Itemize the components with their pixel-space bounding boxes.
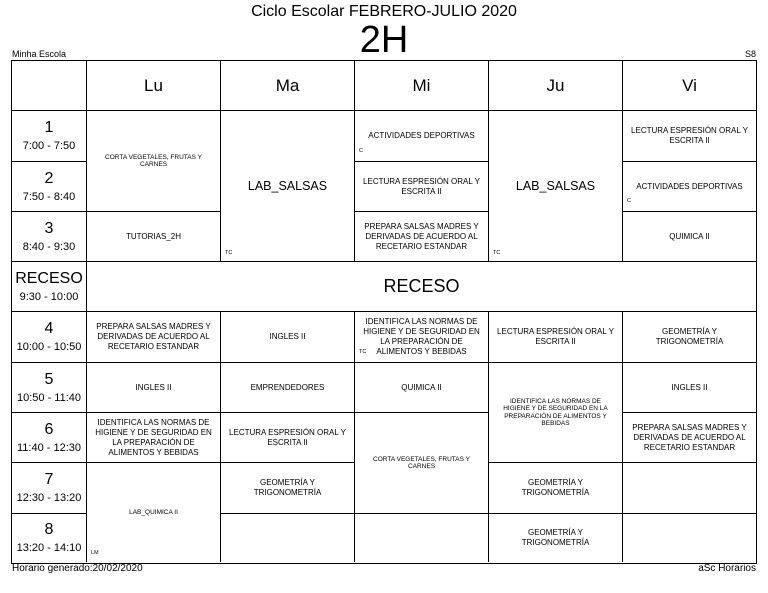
generated-date: Horario generado:20/02/2020 — [12, 563, 143, 574]
room-code: C — [359, 148, 363, 154]
recess-label — [12, 262, 87, 312]
period-label — [12, 363, 87, 413]
lesson-cell — [623, 162, 756, 212]
day-header-lu: Lu — [87, 61, 221, 111]
lesson-cell — [355, 111, 489, 162]
recess-banner: RECESO — [87, 262, 756, 312]
lesson-cell: PREPARA SALSAS MADRES Y DERIVADAS DE ACUERDO AL RECETARIO ESTANDAR — [87, 312, 221, 363]
page-code: S8 — [744, 49, 756, 59]
timetable-grid — [11, 60, 757, 564]
lesson-cell: GEOMETRÍA Y TRIGONOMETRÍA — [489, 463, 623, 514]
day-header-mi: Mi — [355, 61, 489, 111]
lesson-cell: QUIMICA II — [355, 363, 489, 413]
lesson-cell: IDENTIFICA LAS NORMAS DE HIGIENE Y DE SEGURIDAD EN LA PREPARACIÓN DE ALIMENTOS Y BEBIDAS — [489, 363, 623, 463]
period-number: RECESO — [15, 269, 83, 287]
room-code: TC — [225, 250, 233, 256]
period-number: 2 — [44, 169, 54, 187]
lesson-subject: IDENTIFICA LAS NORMAS DE HIGIENE Y DE SEGURIDAD EN LA PREPARACIÓN DE ALIMENTOS Y BEBIDAS — [363, 317, 480, 356]
day-header-ma: Ma — [221, 61, 355, 111]
period-time: 7:50 - 8:40 — [22, 190, 76, 203]
empty-cell — [623, 463, 756, 514]
day-header-ju: Ju — [489, 61, 623, 111]
lesson-cell: CORTA VEGETALES, FRUTAS Y CARNES — [355, 413, 489, 514]
lesson-cell: LECTURA ESPRESIÓN ORAL Y ESCRITA II — [623, 111, 756, 162]
lesson-subject: LAB_QUIMICA II — [129, 508, 178, 516]
schedule-title: Ciclo Escolar FEBRERO-JULIO 2020 — [251, 3, 517, 20]
period-number: 3 — [44, 219, 54, 237]
lesson-cell: GEOMETRÍA Y TRIGONOMETRÍA — [489, 514, 623, 562]
period-label — [12, 162, 87, 212]
period-time: 12:30 - 13:20 — [16, 492, 82, 504]
room-code: C — [627, 198, 631, 204]
period-time: 13:20 - 14:10 — [16, 542, 82, 554]
period-time: 7:00 - 7:50 — [22, 140, 76, 152]
period-number: 6 — [44, 420, 54, 438]
lesson-cell: INGLES II — [87, 363, 221, 413]
period-number: 8 — [44, 521, 54, 538]
period-label — [12, 514, 87, 562]
lesson-cell — [221, 111, 355, 262]
period-time: 8:40 - 9:30 — [22, 240, 76, 253]
empty-cell — [355, 514, 489, 562]
room-code: TC — [493, 250, 501, 256]
lesson-cell: PREPARA SALSAS MADRES Y DERIVADAS DE ACUERDO AL RECETARIO ESTANDAR — [623, 413, 756, 463]
class-name: 2H — [359, 19, 409, 61]
period-label — [12, 212, 87, 262]
period-number: 4 — [44, 320, 54, 337]
period-time: 11:40 - 12:30 — [16, 441, 81, 454]
lesson-cell: INGLES II — [221, 312, 355, 363]
day-header-vi: Vi — [623, 61, 756, 111]
lesson-cell: INGLES II — [623, 363, 756, 413]
lesson-subject: ACTIVIDADES DEPORTIVAS — [636, 181, 743, 191]
period-label — [12, 463, 87, 514]
lesson-cell: QUIMICA II — [623, 212, 756, 262]
lesson-subject: ACTIVIDADES DEPORTIVAS — [368, 131, 475, 140]
empty-cell — [221, 514, 355, 562]
period-number: 7 — [44, 471, 54, 488]
lesson-cell: EMPRENDEDORES — [221, 363, 355, 413]
lesson-cell: LECTURA ESPRESIÓN ORAL Y ESCRITA II — [355, 162, 489, 212]
lesson-subject: LAB_SALSAS — [515, 179, 596, 193]
period-label — [12, 413, 87, 463]
lesson-cell: PREPARA SALSAS MADRES Y DERIVADAS DE ACUERDO AL RECETARIO ESTANDAR — [355, 212, 489, 262]
lesson-cell: LECTURA ESPRESIÓN ORAL Y ESCRITA II — [489, 312, 623, 363]
room-code: TC — [359, 349, 367, 355]
lesson-cell: CORTA VEGETALES, FRUTAS Y CARNES — [87, 111, 221, 212]
room-code: LM — [91, 549, 99, 556]
lesson-cell: GEOMETRÍA Y TRIGONOMETRÍA — [623, 312, 756, 363]
lesson-cell — [355, 312, 489, 363]
period-number: 5 — [44, 370, 54, 388]
lesson-cell: GEOMETRÍA Y TRIGONOMETRÍA — [221, 463, 355, 514]
brand-label: aSc Horarios — [698, 563, 756, 574]
period-label — [12, 312, 87, 363]
lesson-cell: LECTURA ESPRESIÓN ORAL Y ESCRITA II — [221, 413, 355, 463]
period-time: 10:50 - 11:40 — [16, 391, 81, 404]
period-number: 1 — [44, 119, 54, 136]
lesson-cell — [87, 463, 221, 562]
lesson-cell: IDENTIFICA LAS NORMAS DE HIGIENE Y DE SEGURIDAD EN LA PREPARACIÓN DE ALIMENTOS Y BEBIDAS — [87, 413, 221, 463]
period-time: 9:30 - 10:00 — [19, 290, 79, 303]
lesson-cell — [489, 111, 623, 262]
period-time: 10:00 - 10:50 — [16, 341, 82, 353]
empty-cell — [623, 514, 756, 562]
period-label — [12, 111, 87, 162]
corner-cell — [12, 61, 87, 111]
lesson-subject: LAB_SALSAS — [247, 179, 328, 193]
school-name: Minha Escola — [12, 49, 67, 59]
lesson-cell: TUTORIAS_2H — [87, 212, 221, 262]
